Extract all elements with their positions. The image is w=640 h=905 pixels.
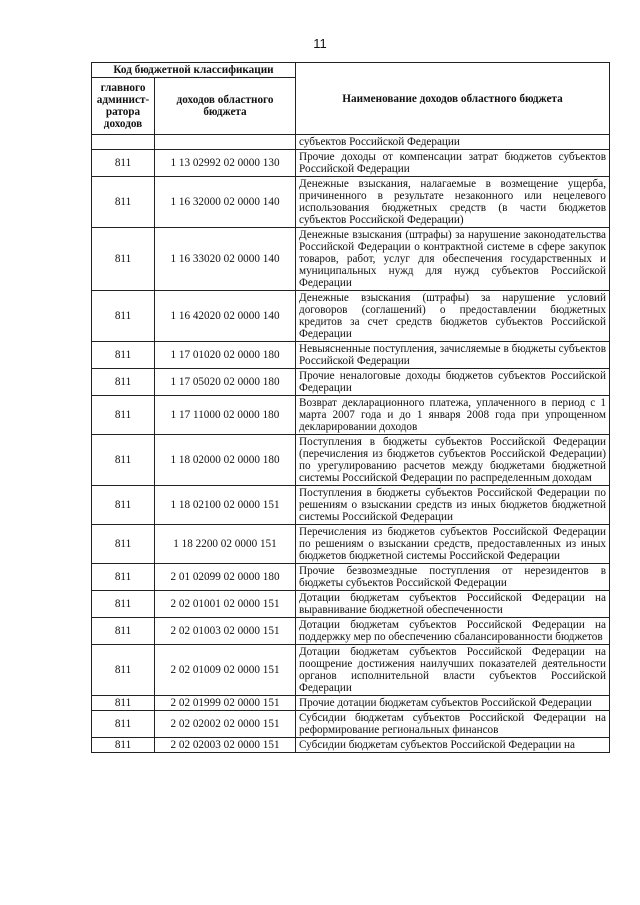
table-row: [92, 618, 610, 645]
income-code-cell: 1 18 02000 02 0000 180: [155, 435, 296, 486]
income-name-cell: Прочие неналоговые доходы бюджетов субъектов Российской Федерации: [296, 369, 610, 396]
admin-code-cell: 811: [92, 618, 155, 645]
admin-code-cell: 811: [92, 711, 155, 738]
income-code-cell: 1 16 32000 02 0000 140: [155, 177, 296, 228]
income-code-cell: 1 18 2200 02 0000 151: [155, 525, 296, 564]
table-row: [92, 738, 610, 753]
income-code-cell: 2 02 02003 02 0000 151: [155, 738, 296, 753]
header-income-name: Наименование доходов областного бюджета: [296, 63, 610, 135]
table-row: [92, 396, 610, 435]
income-code-cell: 2 01 02099 02 0000 180: [155, 564, 296, 591]
income-name-cell: Денежные взыскания, налагаемые в возмещение ущерба, причиненного в результате незаконного или нецелевого использования бюджетных средств (в части бюджетов субъектов Российской Федерации): [296, 177, 610, 228]
income-code-cell: 1 17 05020 02 0000 180: [155, 369, 296, 396]
table-body: [92, 135, 610, 753]
income-code-cell: 2 02 01009 02 0000 151: [155, 645, 296, 696]
income-name-cell: Прочие безвозмездные поступления от нерезидентов в бюджеты субъектов Российской Федерации: [296, 564, 610, 591]
income-name-cell: Прочие доходы от компенсации затрат бюджетов субъектов Российской Федерации: [296, 150, 610, 177]
income-code-cell: 1 16 33020 02 0000 140: [155, 228, 296, 291]
admin-code-cell: 811: [92, 486, 155, 525]
table-row: [92, 645, 610, 696]
table-row: [92, 291, 610, 342]
income-code-cell: 1 17 01020 02 0000 180: [155, 342, 296, 369]
table-row: [92, 177, 610, 228]
admin-code-cell: 811: [92, 396, 155, 435]
admin-code-cell: 811: [92, 342, 155, 369]
income-code-cell: 2 02 01999 02 0000 151: [155, 696, 296, 711]
table-row: [92, 369, 610, 396]
table-row: [92, 696, 610, 711]
admin-code-cell: 811: [92, 150, 155, 177]
income-name-cell: Дотации бюджетам субъектов Российской Федерации на поощрение достижения наилучших показателей деятельности органов исполнительной власти субъектов Российской Федерации: [296, 645, 610, 696]
continuation-row: [92, 135, 610, 150]
income-name-cell: Субсидии бюджетам субъектов Российской Федерации на: [296, 738, 610, 753]
page-number: 11: [313, 36, 327, 51]
admin-code-cell: 811: [92, 645, 155, 696]
income-name-cell: Денежные взыскания (штрафы) за нарушение условий договоров (соглашений) о предоставлении бюджетных кредитов за счет средств бюджетов субъектов Российской Федерации: [296, 291, 610, 342]
continuation-code-cell: [155, 135, 296, 150]
income-name-cell: Субсидии бюджетам субъектов Российской Федерации на реформирование региональных финансов: [296, 711, 610, 738]
table-row: [92, 228, 610, 291]
income-name-cell: Возврат декларационного платежа, уплаченного в период с 1 марта 2007 года и до 1 января 2008 года при упрощенном декларировании доходов: [296, 396, 610, 435]
income-name-cell: Невыясненные поступления, зачисляемые в бюджеты субъектов Российской Федерации: [296, 342, 610, 369]
admin-code-cell: 811: [92, 435, 155, 486]
admin-code-cell: 811: [92, 177, 155, 228]
table-row: [92, 342, 610, 369]
table-row: [92, 591, 610, 618]
continuation-name-cell: субъектов Российской Федерации: [296, 135, 610, 150]
budget-classification-table: [91, 62, 610, 753]
income-code-cell: 1 16 42020 02 0000 140: [155, 291, 296, 342]
admin-code-cell: 811: [92, 591, 155, 618]
admin-code-cell: 811: [92, 564, 155, 591]
table-row: [92, 150, 610, 177]
income-name-cell: Денежные взыскания (штрафы) за нарушение законодательства Российской Федерации о контрактной системе в сфере закупок товаров, работ, услуг для обеспечения государственных и муниципальных нужд для нужд субъектов Российской Федерации: [296, 228, 610, 291]
income-name-cell: Поступления в бюджеты субъектов Российской Федерации (перечисления из бюджетов субъектов Российской Федерации) по урегулированию расчетов между бюджетами бюджетной системы Российской Федерации по распределенным доходам: [296, 435, 610, 486]
header-chief-administrator: главного админист-ратора доходов: [92, 78, 155, 135]
income-name-cell: Дотации бюджетам субъектов Российской Федерации на выравнивание бюджетной обеспеченности: [296, 591, 610, 618]
income-name-cell: Прочие дотации бюджетам субъектов Российской Федерации: [296, 696, 610, 711]
table-row: [92, 525, 610, 564]
table-row: [92, 564, 610, 591]
income-code-cell: 1 17 11000 02 0000 180: [155, 396, 296, 435]
admin-code-cell: 811: [92, 228, 155, 291]
continuation-admin-cell: [92, 135, 155, 150]
income-code-cell: 1 18 02100 02 0000 151: [155, 486, 296, 525]
income-name-cell: Перечисления из бюджетов субъектов Российской Федерации по решениям о взыскании средств, предоставленных из иных бюджетов бюджетной системы Российской Федерации: [296, 525, 610, 564]
income-code-cell: 2 02 01001 02 0000 151: [155, 591, 296, 618]
admin-code-cell: 811: [92, 291, 155, 342]
income-code-cell: 1 13 02992 02 0000 130: [155, 150, 296, 177]
admin-code-cell: 811: [92, 525, 155, 564]
table-row: [92, 486, 610, 525]
income-name-cell: Поступления в бюджеты субъектов Российской Федерации по решениям о взыскании средств из иных бюджетов бюджетной системы Российской Федерации: [296, 486, 610, 525]
header-budget-classification-code: Код бюджетной классификации: [92, 63, 296, 78]
header-regional-budget-income: доходов областного бюджета: [155, 78, 296, 135]
table-row: [92, 435, 610, 486]
admin-code-cell: 811: [92, 369, 155, 396]
income-name-cell: Дотации бюджетам субъектов Российской Федерации на поддержку мер по обеспечению сбалансированности бюджетов: [296, 618, 610, 645]
income-code-cell: 2 02 02002 02 0000 151: [155, 711, 296, 738]
table-row: [92, 711, 610, 738]
admin-code-cell: 811: [92, 738, 155, 753]
admin-code-cell: 811: [92, 696, 155, 711]
table-header: [92, 63, 610, 135]
income-code-cell: 2 02 01003 02 0000 151: [155, 618, 296, 645]
